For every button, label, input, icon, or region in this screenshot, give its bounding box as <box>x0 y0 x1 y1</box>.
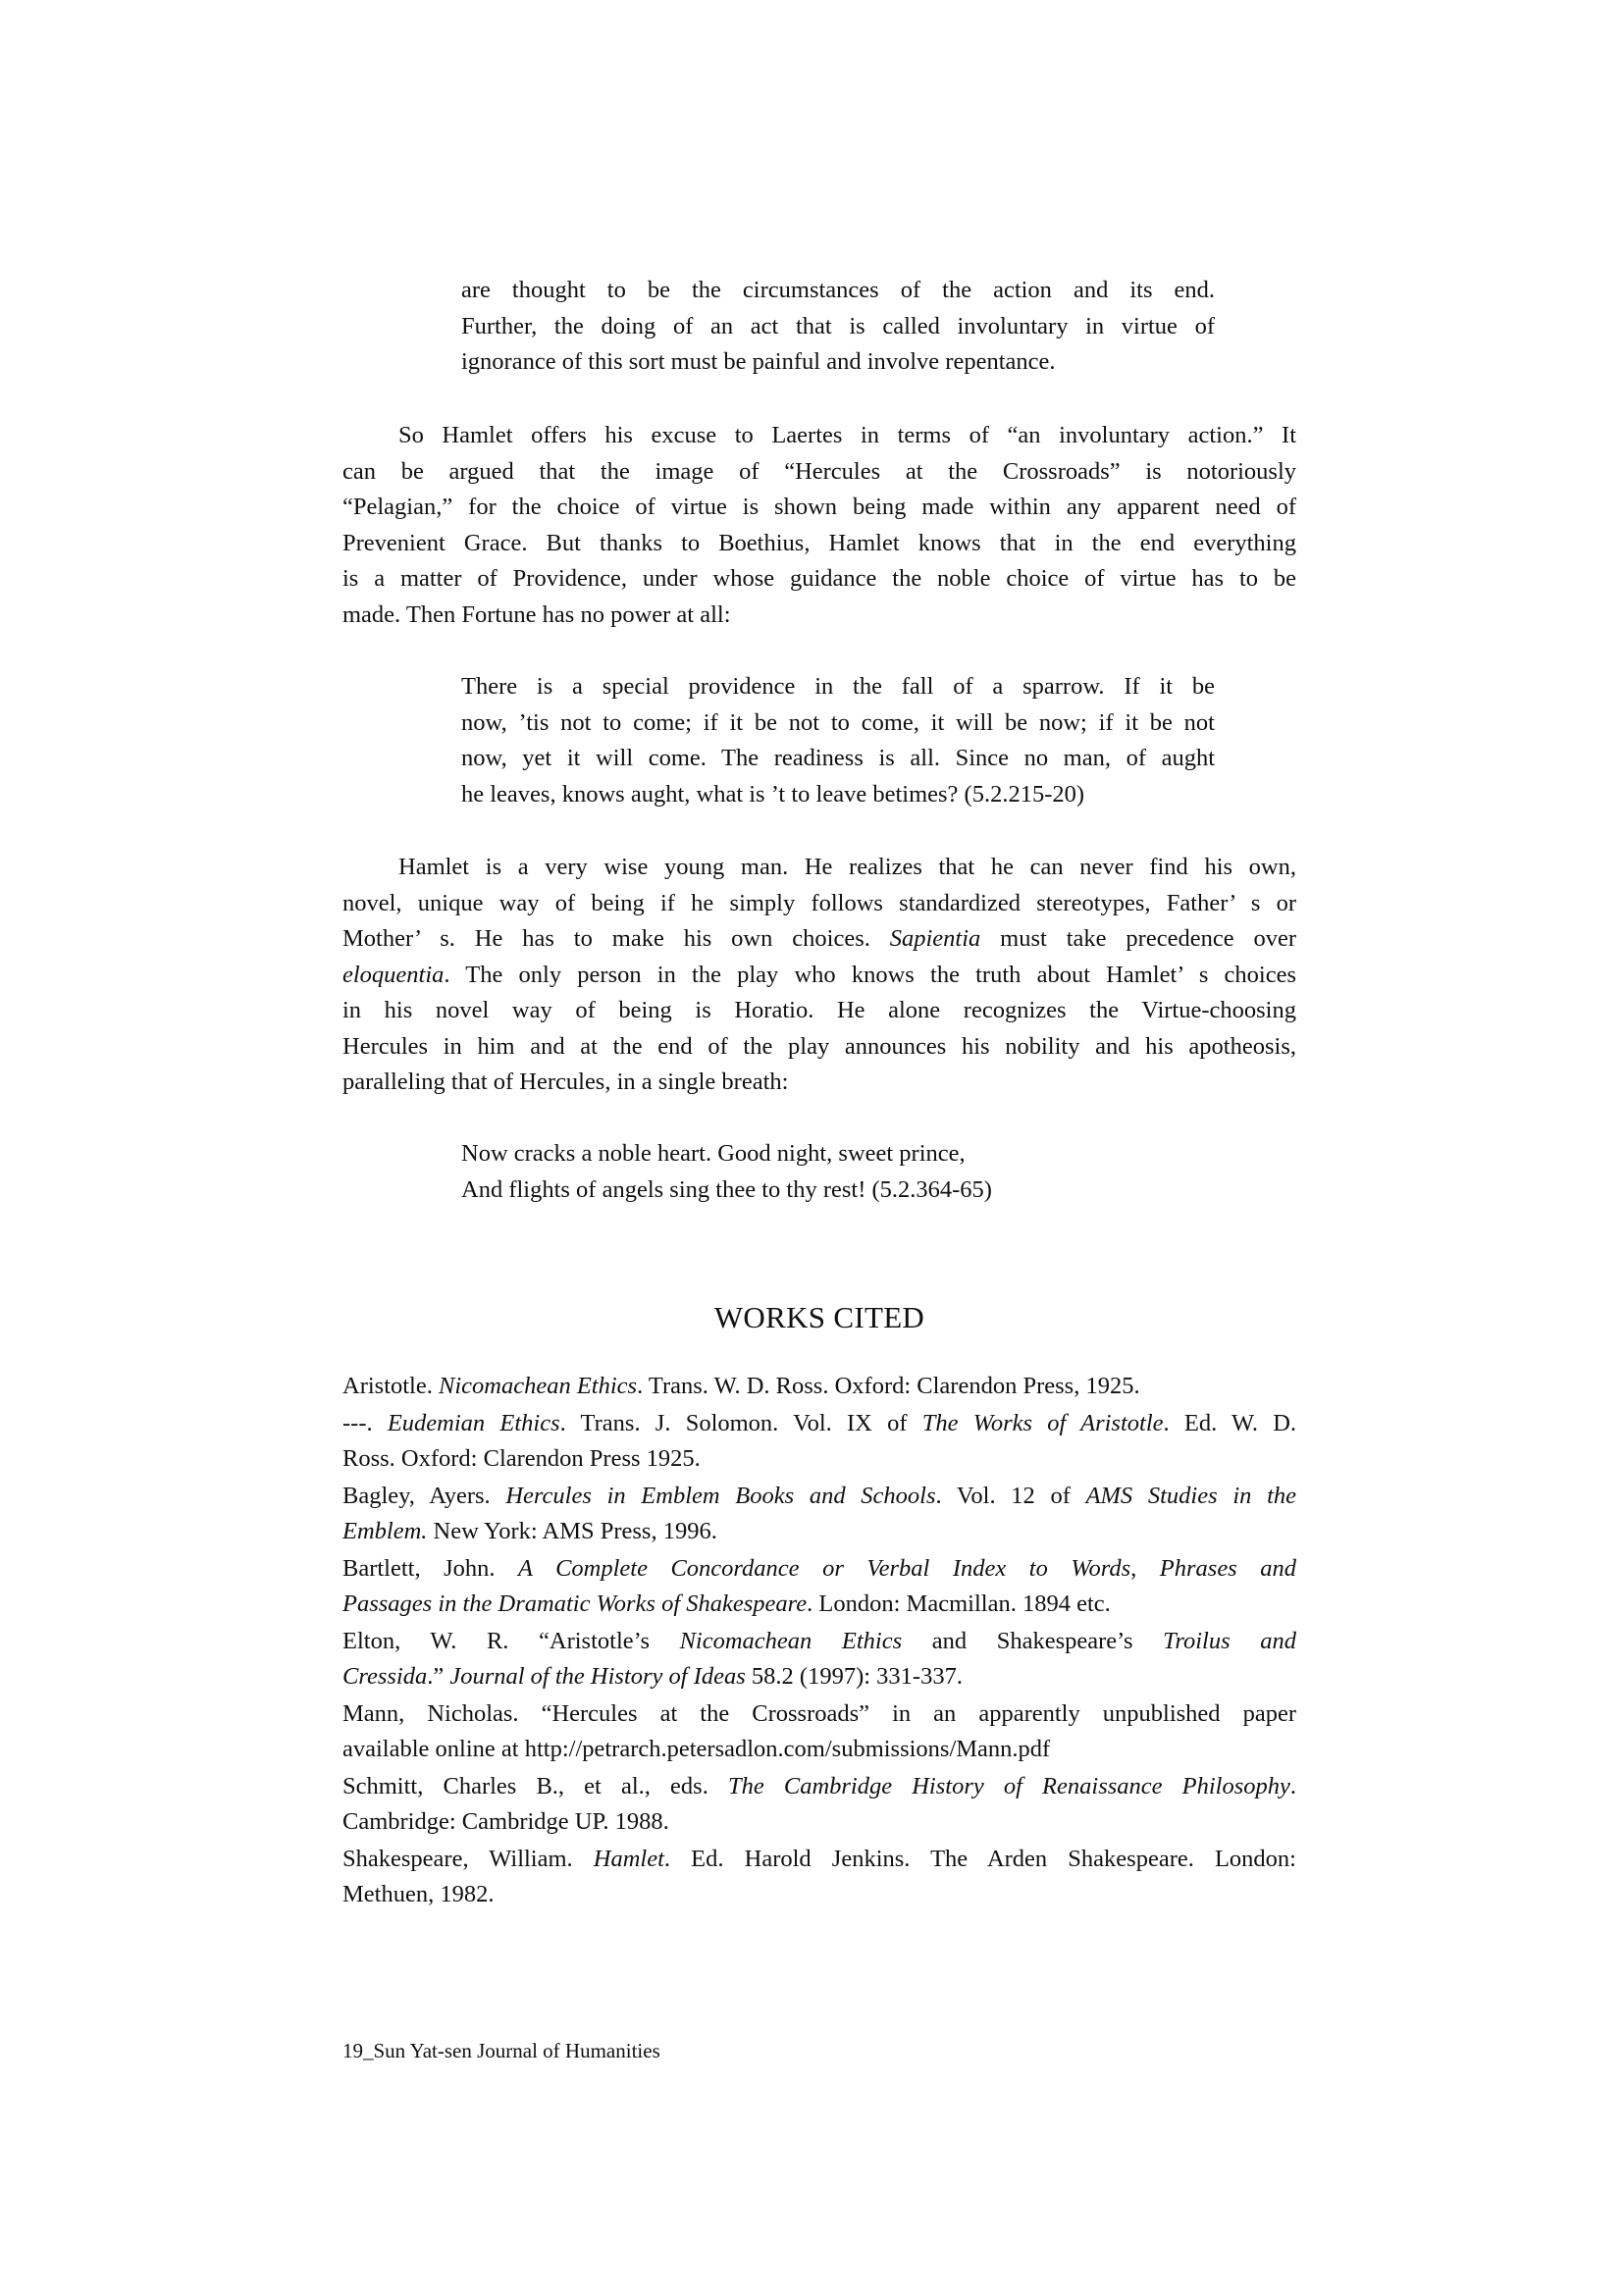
quote-line: are thought to be the circumstances of the action and its end. <box>461 277 1215 303</box>
text-run: Elton, W. R. “Aristotle’s <box>342 1627 680 1654</box>
reference-title: Nicomachean Ethics <box>679 1627 903 1654</box>
paragraph-hamlet-wise <box>342 850 1296 1101</box>
text-run: Schmitt, Charles B., et al., eds. <box>342 1772 728 1799</box>
paragraph-line: So Hamlet offers his excuse to Laertes in terms of “an involuntary action.” It <box>398 422 1296 448</box>
page-footer: 19_Sun Yat-sen Journal of Humanities <box>342 2039 660 2062</box>
text-run: and Shakespeare’s <box>902 1627 1164 1654</box>
reference-line <box>342 1406 1297 1442</box>
reference-title: Nicomachean Ethics <box>439 1373 638 1399</box>
quote-line: now, ’tis not to come; if it be not to come, it will be now; if it be not <box>461 708 1215 736</box>
paragraph-line <box>342 958 1296 994</box>
paragraph-hamlet-excuse <box>342 418 1296 633</box>
text-run: 58.2 (1997): 331-337. <box>745 1663 963 1690</box>
quote-line: ignorance of this sort must be painful and involve repentance. <box>461 348 1056 375</box>
text-run: .” <box>427 1663 450 1690</box>
reference-line <box>342 1369 1296 1405</box>
works-cited-list <box>342 1369 1296 1914</box>
text-run: . Trans. W. D. Ross. Oxford: Clarendon Press, 1925. <box>637 1373 1140 1399</box>
reference-line <box>342 1842 1296 1878</box>
text-run: . The only person in the play who knows the truth about Hamlet’ s choices <box>444 961 1296 988</box>
text-run: Bartlett, John. <box>342 1554 519 1582</box>
reference-line: available online at http://petrarch.petersadlon.com/submissions/Mann.pdf <box>342 1736 1051 1762</box>
text-run: must take precedence over <box>980 925 1296 952</box>
verse-line: And flights of angels sing thee to thy rest! (5.2.364-65) <box>461 1175 992 1203</box>
reference-line <box>342 1551 1296 1588</box>
reference-title: A Complete Concordance or Verbal Index to Words, Phrases and <box>518 1554 1296 1582</box>
reference-title: The Cambridge History of Renaissance Philosophy <box>727 1772 1290 1799</box>
reference-line <box>342 1479 1297 1515</box>
paragraph-line: novel, unique way of being if he simply follows standardized stereotypes, Father’ s or <box>342 889 1296 916</box>
reference-line: Ross. Oxford: Clarendon Press 1925. <box>342 1445 701 1472</box>
reference-journal: Journal of the History of Ideas <box>449 1663 746 1690</box>
paragraph-line: Hamlet is a very wise young man. He realizes that he can never find his own, <box>398 854 1296 880</box>
works-cited-heading: WORKS CITED <box>713 1300 925 1334</box>
verse-quote-horatio <box>461 1136 1215 1208</box>
reference-line: Methuen, 1982. <box>342 1881 495 1907</box>
reference-line: Cambridge: Cambridge UP. 1988. <box>342 1808 669 1835</box>
reference-entry <box>342 1369 1296 1405</box>
reference-line <box>342 1659 1296 1695</box>
reference-entry <box>342 1551 1296 1623</box>
reference-line <box>342 1624 1296 1660</box>
text-run: . Ed. Harold Jenkins. The Arden Shakespeare. London: <box>663 1845 1296 1872</box>
quote-line: now, yet it will come. The readiness is all. Since no man, of aught <box>461 745 1215 771</box>
paragraph-line: in his novel way of being is Horatio. He alone recognizes the Virtue-choosing <box>342 997 1296 1023</box>
paragraph-line: made. Then Fortune has no power at all: <box>342 600 731 628</box>
reference-title: Hamlet <box>593 1845 664 1872</box>
text-run: . Vol. 12 of <box>935 1482 1086 1509</box>
reference-title: Emblem. <box>342 1518 428 1544</box>
reference-entry <box>342 1696 1296 1768</box>
block-quote-providence <box>461 669 1215 812</box>
text-run: ---. <box>342 1409 388 1436</box>
text-run: New York: AMS Press, 1996. <box>427 1518 717 1544</box>
paragraph-line: Prevenient Grace. But thanks to Boethius, Hamlet knows that in the end everything <box>342 529 1296 556</box>
quote-line: Further, the doing of an act that is called involuntary in virtue of <box>461 312 1215 339</box>
text-run: Aristotle. <box>342 1373 439 1399</box>
reference-title: The Works of Aristotle <box>921 1409 1164 1436</box>
text-run: Bagley, Ayers. <box>342 1482 506 1509</box>
text-run: . Ed. W. D. <box>1163 1409 1297 1436</box>
reference-entry <box>342 1769 1296 1841</box>
reference-title: Cressida <box>342 1663 428 1690</box>
reference-line <box>342 1514 1296 1550</box>
reference-entry <box>342 1406 1296 1478</box>
paragraph-line: is a matter of Providence, under whose guidance the noble choice of virtue has to be <box>342 565 1296 592</box>
quote-line: he leaves, knows aught, what is ’t to leave betimes? (5.2.215-20) <box>461 780 1085 808</box>
text-run: . Trans. J. Solomon. Vol. IX of <box>559 1409 922 1436</box>
reference-entry <box>342 1842 1296 1913</box>
paragraph-line: can be argued that the image of “Hercules at the Crossroads” is notoriously <box>342 457 1296 485</box>
paragraph-line: paralleling that of Hercules, in a single breath: <box>342 1069 789 1095</box>
reference-line <box>342 1769 1296 1805</box>
reference-line: Mann, Nicholas. “Hercules at the Crossroads” in an apparently unpublished paper <box>342 1699 1296 1727</box>
reference-title: Troilus and <box>1163 1627 1296 1654</box>
paragraph-line: “Pelagian,” for the choice of virtue is shown being made within any apparent need of <box>342 494 1296 520</box>
paragraph-line: Hercules in him and at the end of the play announces his nobility and his apotheosis, <box>342 1032 1296 1060</box>
text-run: . <box>1289 1772 1296 1799</box>
reference-entry <box>342 1479 1296 1550</box>
text-run: . London: Macmillan. 1894 etc. <box>807 1590 1111 1617</box>
reference-title: Passages in the Dramatic Works of Shakespeare <box>342 1590 808 1617</box>
block-quote-aristotle <box>461 273 1215 381</box>
paragraph-line <box>342 921 1296 958</box>
emphasis-sapientia: Sapientia <box>889 925 981 952</box>
reference-title: Hercules in Emblem Books and Schools <box>505 1482 936 1509</box>
reference-title: AMS Studies in the <box>1085 1482 1297 1509</box>
reference-entry <box>342 1624 1296 1695</box>
reference-line <box>342 1587 1296 1623</box>
verse-line: Now cracks a noble heart. Good night, sweet prince, <box>461 1140 966 1167</box>
text-run: Mother’ s. He has to make his own choices. <box>342 925 890 952</box>
quote-line: There is a special providence in the fall of a sparrow. If it be <box>461 673 1215 700</box>
text-run: Shakespeare, William. <box>342 1845 594 1872</box>
reference-title: Eudemian Ethics <box>387 1409 560 1436</box>
emphasis-eloquentia: eloquentia <box>342 961 445 988</box>
